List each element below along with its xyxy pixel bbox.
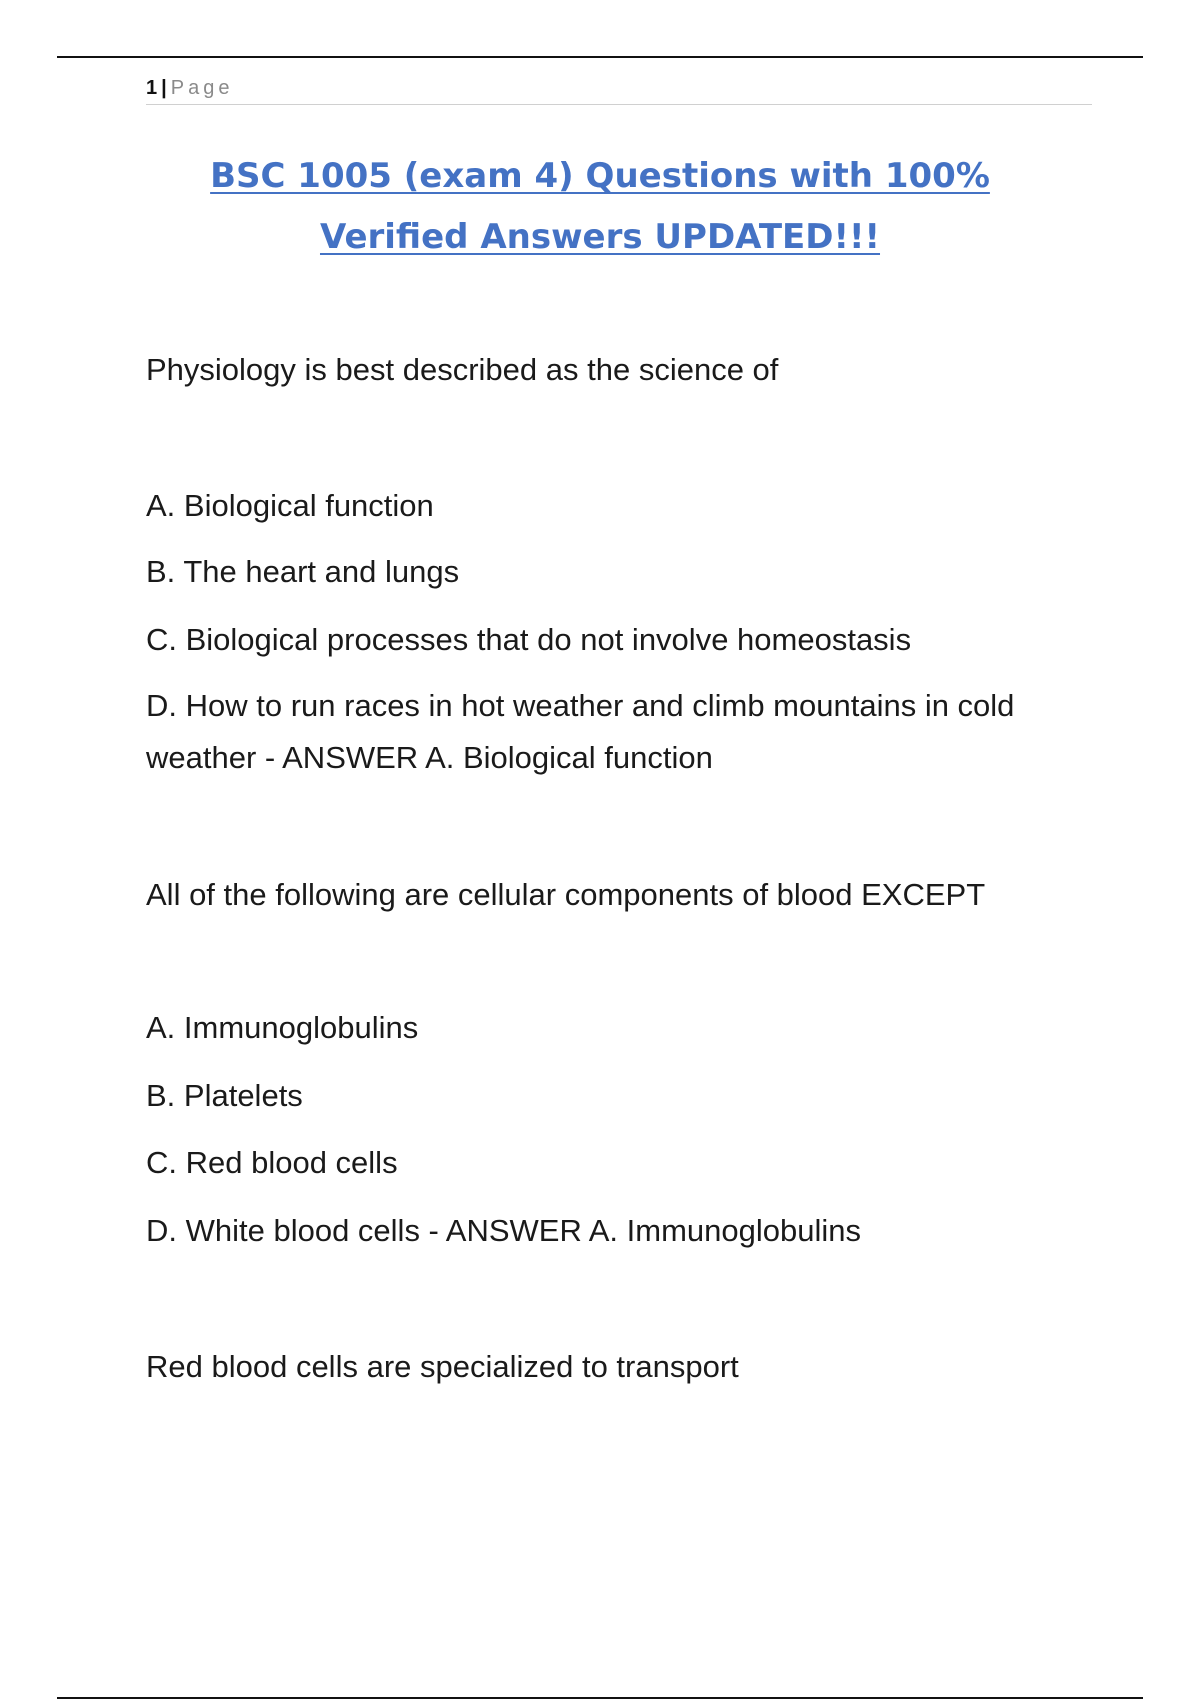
question-2-option-a: A. Immunoglobulins — [146, 1010, 419, 1045]
question-3-prompt: Red blood cells are specialized to transport — [146, 1349, 739, 1384]
question-1-option-d: D. How to run races in hot weather and climb mountains in cold weather - ANSWER A. Biological function — [146, 688, 1015, 775]
page-number: 1 — [146, 77, 158, 99]
top-rule — [57, 56, 1143, 58]
title-line-2: Verified Answers UPDATED!!! — [319, 217, 881, 257]
question-2-option-b: B. Platelets — [146, 1078, 303, 1113]
bottom-rule — [57, 1697, 1143, 1699]
page-separator: | — [161, 77, 167, 99]
question-2-prompt: All of the following are cellular components of blood EXCEPT — [146, 877, 986, 912]
page-header — [146, 74, 1092, 105]
page-word: Page — [170, 77, 234, 99]
question-1-option-a: A. Biological function — [146, 488, 434, 523]
title-line-1: BSC 1005 (exam 4) Questions with 100% — [210, 156, 990, 196]
document-title — [100, 146, 1100, 268]
question-1-prompt: Physiology is best described as the science of — [146, 352, 779, 387]
question-1-option-c: C. Biological processes that do not involve homeostasis — [146, 622, 912, 657]
question-1-option-b: B. The heart and lungs — [146, 554, 460, 589]
question-2-option-c: C. Red blood cells — [146, 1145, 398, 1180]
question-2-option-d: D. White blood cells - ANSWER A. Immunoglobulins — [146, 1213, 861, 1248]
